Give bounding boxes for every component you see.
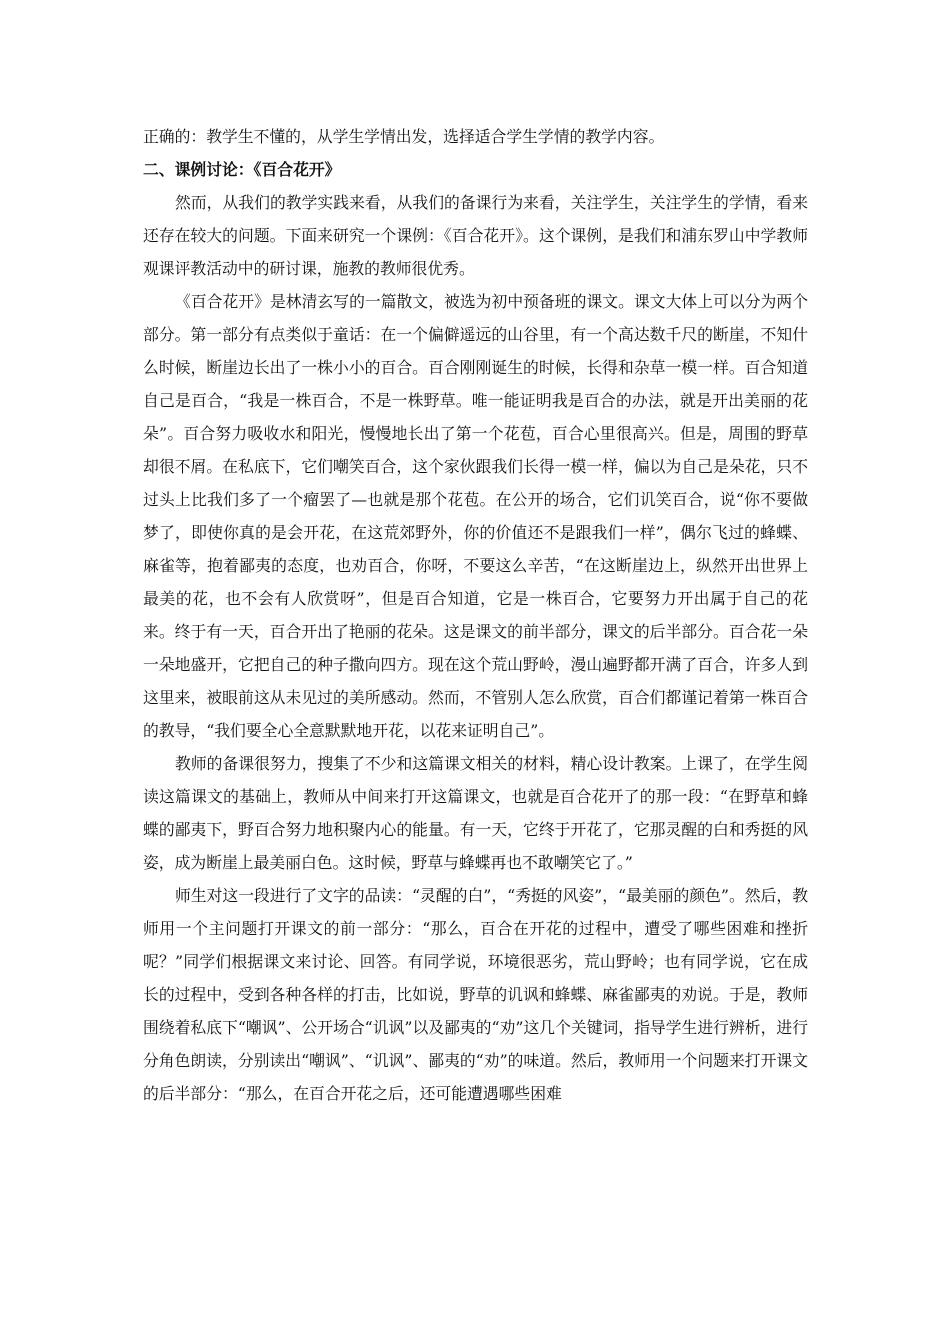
paragraph-lesson-intro: 然而，从我们的教学实践来看，从我们的备课行为来看，关注学生，关注学生的学情，看来还存在较大的问题。下面来研究一个课例：《百合花开》。这个课例，是我们和浦东罗山中学教师观课评教活动中的研讨课，施教的教师很优秀。 bbox=[143, 193, 808, 278]
document-body bbox=[143, 120, 808, 1110]
paragraph-intro: 正确的：教学生不懂的，从学生学情出发，选择适合学生学情的教学内容。 bbox=[143, 127, 665, 146]
paragraph-text-summary: 《百合花开》是林清玄写的一篇散文，被选为初中预备班的课文。课文大体上可以分为两个部分。第一部分有点类似于童话：在一个偏僻遥远的山谷里，有一个高达数千尺的断崖，不知什么时候，断崖边长出了一株小小的百合。百合刚刚诞生的时候，长得和杂草一模一样。百合知道自己是百合，“我是一株百合，不是一株野草。唯一能证明我是百合的办法，就是开出美丽的花朵”。百合努力吸收水和阳光，慢慢地长出了第一个花苞，百合心里很高兴。但是，周围的野草却很不屑。在私底下，它们嘲笑百合，这个家伙跟我们长得一模一样，偏以为自己是朵花，只不过头上比我们多了一个瘤罢了—也就是那个花苞。在公开的场合，它们讥笑百合，说“你不要做梦了，即使你真的是会开花，在这荒郊野外，你的价值还不是跟我们一样”，偶尔飞过的蜂蝶、麻雀等，抱着鄙夷的态度，也劝百合，你呀，不要这么辛苦，“在这断崖边上，纵然开出世界上最美的花，也不会有人欣赏呀”，但是百合知道，它是一株百合，它要努力开出属于自己的花来。终于有一天，百合开出了艳丽的花朵。这是课文的前半部分，课文的后半部分。百合花一朵一朵地盛开，它把自己的种子撒向四方。现在这个荒山野岭，漫山遍野都开满了百合，许多人到这里来，被眼前这从未见过的美所感动。然而，不管别人怎么欣赏，百合们都谨记着第一株百合的教导，“我们要全心全意默默地开花，以花来证明自己”。 bbox=[143, 292, 808, 740]
section-heading: 二、课例讨论：《百合花开》 bbox=[143, 160, 341, 179]
paragraph-teacher-prep: 教师的备课很努力，搜集了不少和这篇课文相关的材料，精心设计教案。上课了，在学生阅读这篇课文的基础上，教师从中间来打开这篇课文，也就是百合花开了的那一段：“在野草和蜂蝶的鄙夷下，野百合努力地积聚内心的能量。有一天，它终于开花了，它那灵醒的白和秀挺的风姿，成为断崖上最美丽白色。这时候，野草与蜂蝶再也不敢嘲笑它了。” bbox=[143, 754, 808, 872]
paragraph-discussion: 师生对这一段进行了文字的品读：“灵醒的白”，“秀挺的风姿”，“最美丽的颜色”。然后，教师用一个主问题打开课文的前一部分：“那么，百合在开花的过程中，遭受了哪些困难和挫折呢？”同学们根据课文来讨论、回答。有同学说，环境很恶劣，荒山野岭；也有同学说，它在成长的过程中，受到各种各样的打击，比如说，野草的讥讽和蜂蝶、麻雀鄙夷的劝说。于是，教师围绕着私底下“嘲讽”、公开场合“讥讽”以及鄙夷的“劝”这几个关键词，指导学生进行辨析，进行分角色朗读，分别读出“嘲讽”、“讥讽”、鄙夷的“劝”的味道。然后，教师用一个问题来打开课文的后半部分：“那么，在百合开花之后，还可能遭遇哪些困难 bbox=[143, 886, 808, 1103]
